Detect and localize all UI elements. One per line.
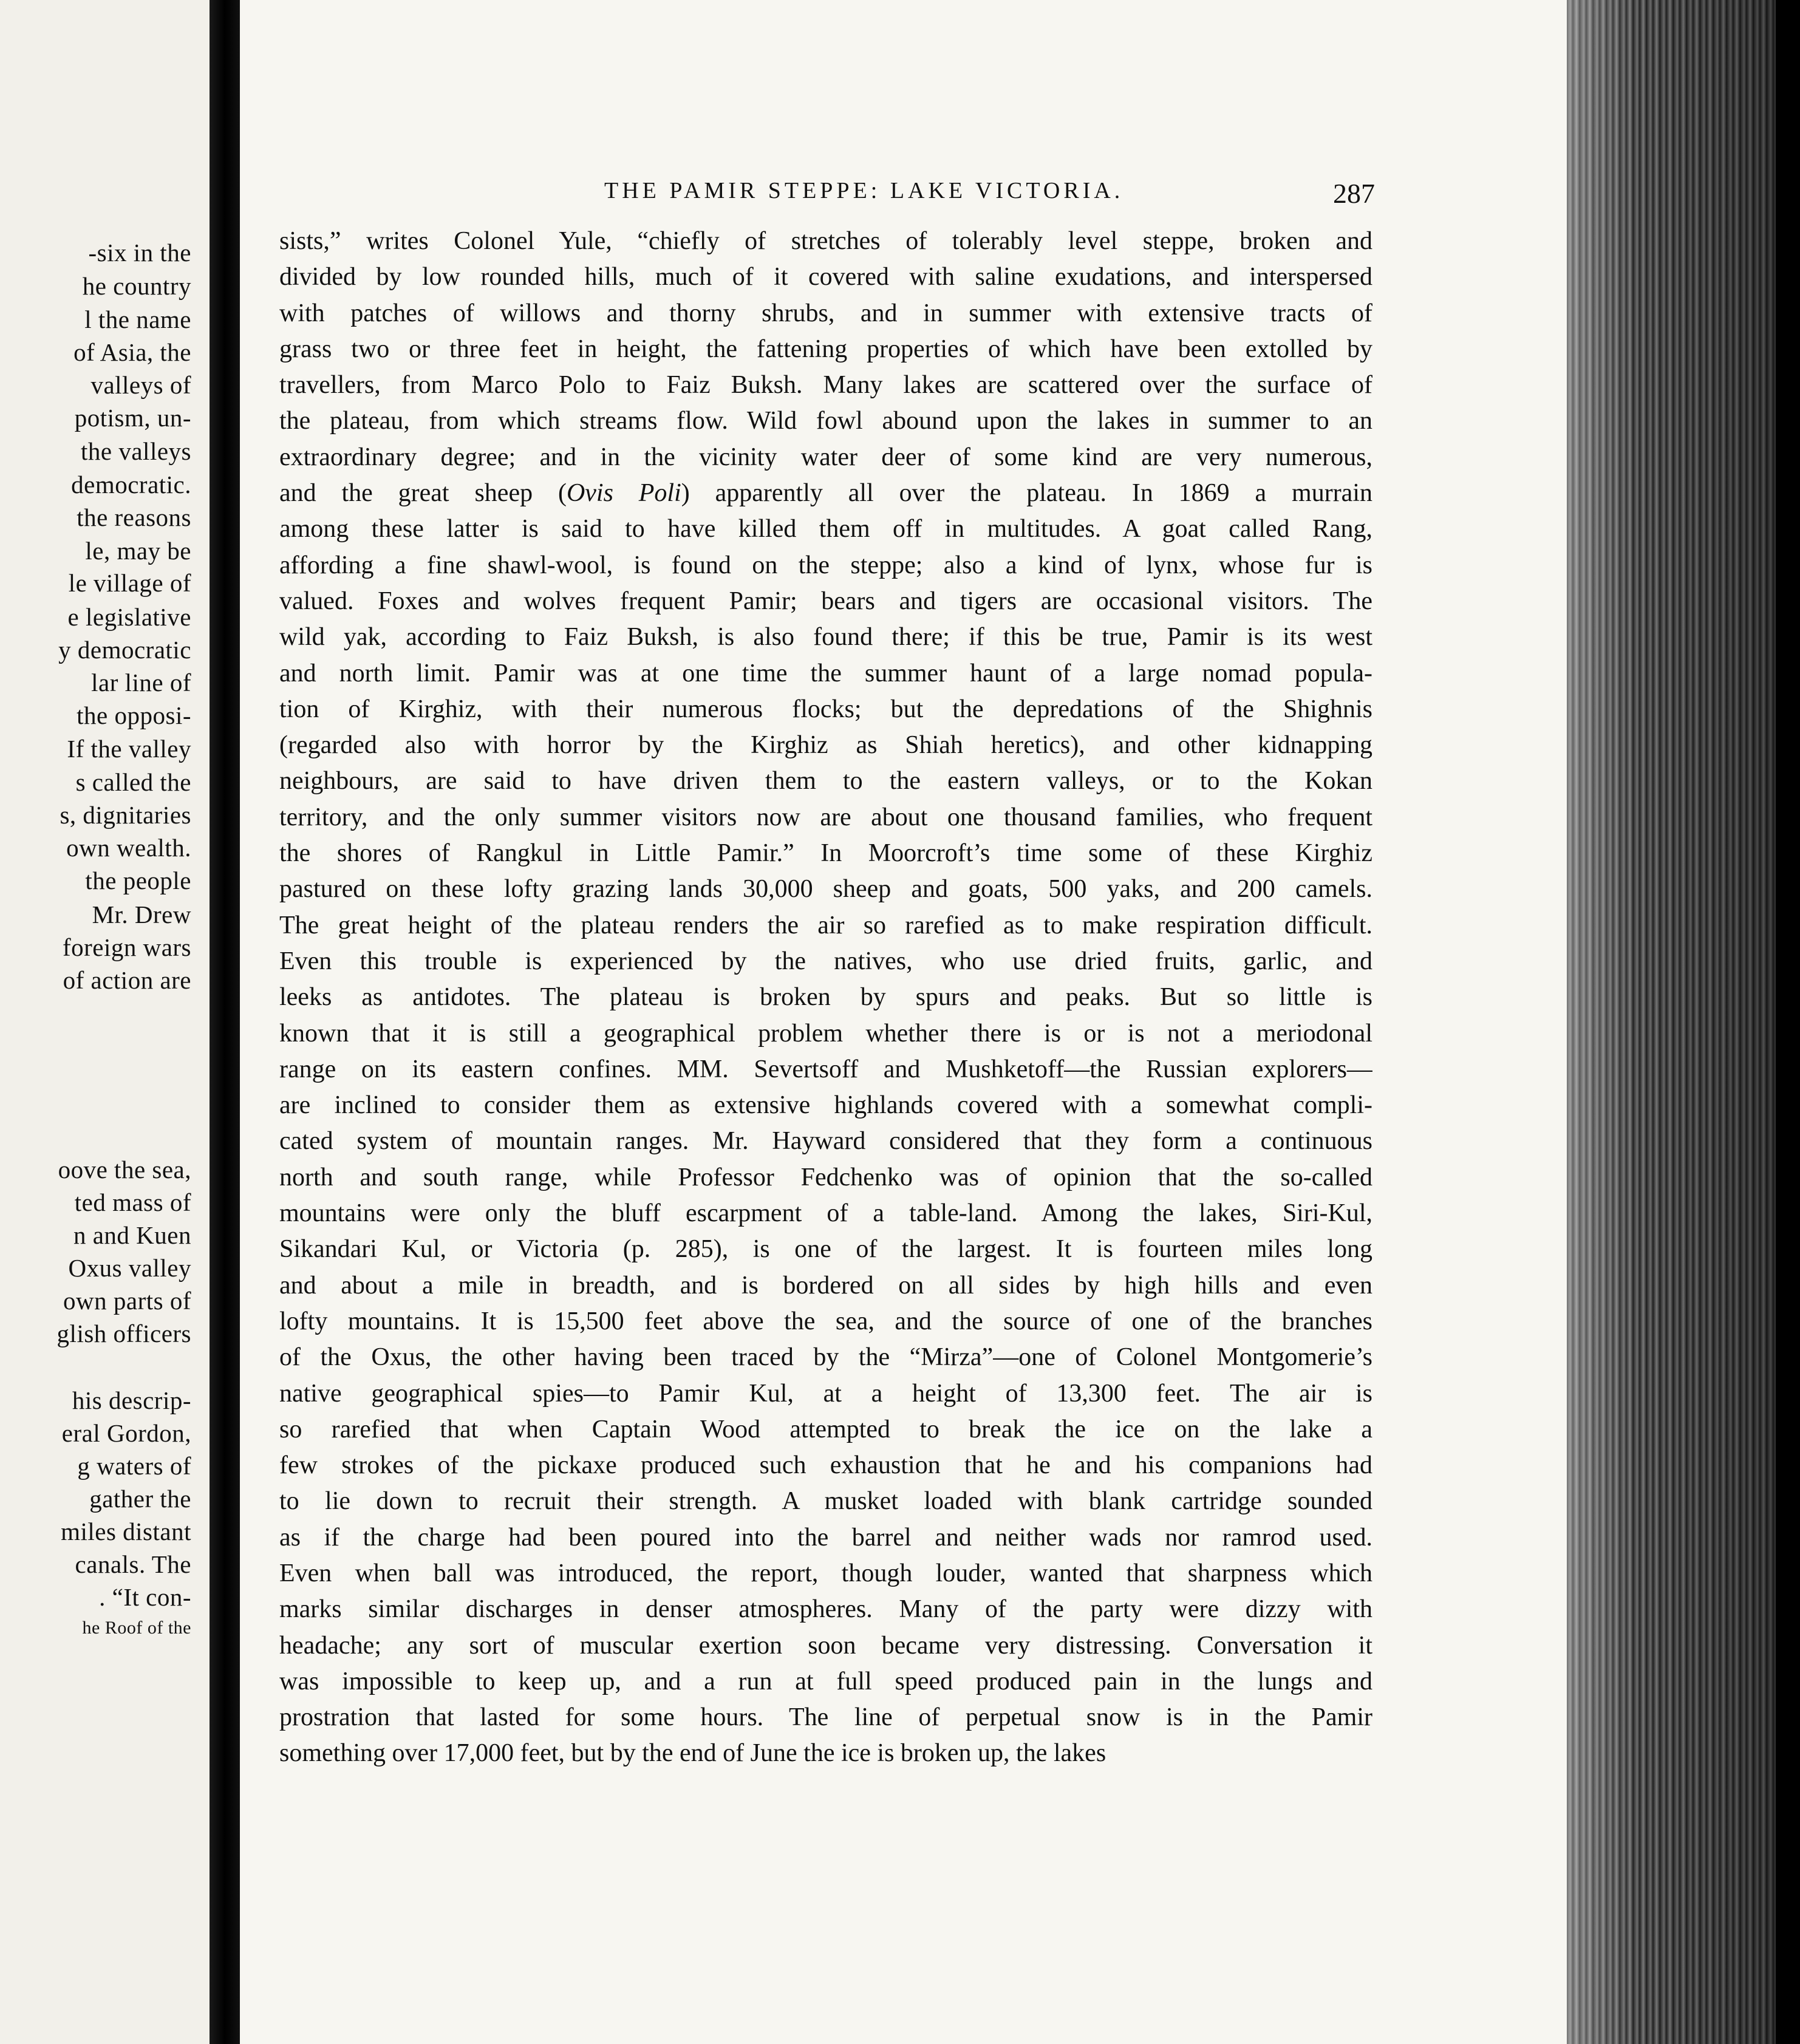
body-line: to lie down to recruit their strength. A musket loaded with blank cartridge sounded	[279, 1487, 1372, 1516]
left-page-line: s called the	[75, 768, 191, 796]
body-line: few strokes of the pickaxe produced such exhaustion that he and his companions had	[279, 1451, 1372, 1480]
left-page-line: he Roof of the	[82, 1618, 191, 1638]
left-page-line: If the valley	[67, 735, 191, 763]
left-page-line: miles distant	[61, 1518, 191, 1545]
body-line: of the Oxus, the other having been traced by the “Mirza”—one of Colonel Montgomerie’s	[279, 1343, 1372, 1372]
body-text	[279, 223, 1372, 1772]
left-page-line: le, may be	[85, 537, 191, 565]
body-line: lofty mountains. It is 15,500 feet above the sea, and the source of one of the branches	[279, 1307, 1372, 1335]
left-page-line: eral Gordon,	[61, 1419, 191, 1447]
page-edges-shadow	[1567, 0, 1800, 2044]
body-line: Even this trouble is experienced by the natives, who use dried fruits, garlic, and	[279, 947, 1372, 975]
left-page-line: he country	[82, 272, 191, 300]
page-number: 287	[1333, 178, 1375, 209]
body-line: pastured on these lofty grazing lands 30,000 sheep and goats, 500 yaks, and 200 camels.	[279, 875, 1372, 904]
body-line: with patches of willows and thorny shrubs, and in summer with extensive tracts of	[279, 299, 1372, 327]
body-line: (regarded also with horror by the Kirghiz as Shiah heretics), and other kidnapping	[279, 731, 1372, 760]
body-line: native geographical spies—to Pamir Kul, at a height of 13,300 feet. The air is	[279, 1379, 1372, 1408]
body-line: and the great sheep (Ovis Poli) apparently all over the plateau. In 1869 a murrain	[279, 479, 1372, 508]
left-page-line: foreign wars	[62, 933, 191, 961]
left-page-line: the reasons	[77, 503, 191, 531]
left-page-line: valleys of	[90, 371, 191, 399]
left-page-line: own wealth.	[66, 834, 191, 862]
body-line: leeks as antidotes. The plateau is broken by spurs and peaks. But so little is	[279, 983, 1372, 1012]
body-line: Sikandari Kul, or Victoria (p. 285), is one of the largest. It is fourteen miles long	[279, 1235, 1372, 1264]
body-line: valued. Foxes and wolves frequent Pamir; bears and tigers are occasional visitors. The	[279, 587, 1372, 615]
book-gutter	[210, 0, 240, 2044]
left-page-line: . “It con-	[99, 1583, 191, 1611]
left-page-line: Oxus valley	[68, 1254, 191, 1282]
body-line: among these latter is said to have killed them off in multitudes. A goat called Rang,	[279, 515, 1372, 543]
left-page-line: ted mass of	[74, 1188, 191, 1216]
body-line: range on its eastern confines. MM. Severtsoff and Mushketoff—the Russian explorers—	[279, 1055, 1372, 1083]
body-line: headache; any sort of muscular exertion soon became very distressing. Conversation it	[279, 1631, 1372, 1660]
left-page-line: e legislative	[67, 603, 191, 631]
left-page-line: l the name	[84, 305, 191, 333]
left-page-line: potism, un-	[74, 404, 191, 432]
left-page-line: le village of	[68, 569, 191, 597]
body-line: The great height of the plateau renders the air so rarefied as to make respiration difficult.	[279, 911, 1372, 939]
left-page-line: the people	[85, 867, 191, 894]
running-head: THE PAMIR STEPPE: LAKE VICTORIA.	[604, 178, 1124, 203]
left-page-line: the valleys	[81, 437, 191, 465]
left-page-line: g waters of	[77, 1452, 191, 1480]
left-page-line: -six in the	[88, 239, 191, 267]
body-line: known that it is still a geographical problem whether there is or is not a meriodonal	[279, 1019, 1372, 1048]
left-page-line: y democratic	[58, 636, 191, 664]
body-line: was impossible to keep up, and a run at full speed produced pain in the lungs and	[279, 1667, 1372, 1695]
body-line: marks similar discharges in denser atmospheres. Many of the party were dizzy with	[279, 1595, 1372, 1624]
body-line: and about a mile in breadth, and is bordered on all sides by high hills and even	[279, 1271, 1372, 1300]
body-line: north and south range, while Professor Fedchenko was of opinion that the so-called	[279, 1163, 1372, 1191]
left-page-line: of action are	[63, 966, 191, 994]
left-page-line: democratic.	[71, 471, 191, 499]
body-line: so rarefied that when Captain Wood attempted to break the ice on the lake a	[279, 1415, 1372, 1443]
left-page	[0, 0, 210, 2044]
body-line: the shores of Rangkul in Little Pamir.” In Moorcroft’s time some of these Kirghiz	[279, 839, 1372, 868]
left-page-line: his descrip-	[72, 1386, 191, 1414]
left-page-line: gather the	[89, 1485, 191, 1513]
body-line: travellers, from Marco Polo to Faiz Buksh. Many lakes are scattered over the surface of	[279, 371, 1372, 400]
species-name: Ovis Poli	[566, 479, 681, 508]
body-line: tion of Kirghiz, with their numerous flocks; but the depredations of the Shighnis	[279, 695, 1372, 723]
body-line: neighbours, are said to have driven them to the eastern valleys, or to the Kokan	[279, 767, 1372, 795]
body-line: as if the charge had been poured into the barrel and neither wads nor ramrod used.	[279, 1523, 1372, 1552]
body-line: something over 17,000 feet, but by the end of June the ice is broken up, the lakes	[279, 1739, 1106, 1768]
left-page-line: of Asia, the	[73, 338, 191, 366]
left-page-line: glish officers	[56, 1320, 191, 1347]
body-line: territory, and the only summer visitors now are about one thousand families, who frequent	[279, 803, 1372, 831]
body-line: extraordinary degree; and in the vicinity water deer of some kind are very numerous,	[279, 443, 1372, 471]
body-line: grass two or three feet in height, the fattening properties of which have been extolled by	[279, 335, 1372, 363]
body-line: the plateau, from which streams flow. Wild fowl abound upon the lakes in summer to an	[279, 407, 1372, 435]
body-line: prostration that lasted for some hours. The line of perpetual snow is in the Pamir	[279, 1703, 1372, 1732]
left-page-line: Mr. Drew	[92, 901, 191, 928]
left-page-line: n and Kuen	[73, 1221, 191, 1249]
page-edges	[1567, 0, 1800, 2044]
body-line: are inclined to consider them as extensive highlands covered with a somewhat compli-	[279, 1091, 1372, 1120]
body-line: divided by low rounded hills, much of it covered with saline exudations, and interspersed	[279, 263, 1372, 291]
left-page-line: oove the sea,	[58, 1156, 191, 1184]
body-line: cated system of mountain ranges. Mr. Hayward considered that they form a continuous	[279, 1127, 1372, 1156]
body-line: sists,” writes Colonel Yule, “chiefly of stretches of tolerably level steppe, broken and	[279, 227, 1372, 255]
left-page-line: lar line of	[91, 669, 191, 697]
right-border	[1776, 0, 1800, 2044]
body-line: Even when ball was introduced, the report, though louder, wanted that sharpness which	[279, 1559, 1372, 1587]
left-page-line: canals. The	[75, 1550, 191, 1578]
body-line: wild yak, according to Faiz Buksh, is also found there; if this be true, Pamir is its west	[279, 623, 1372, 652]
body-line: affording a fine shawl-wool, is found on the steppe; also a kind of lynx, whose fur is	[279, 551, 1372, 579]
body-line: mountains were only the bluff escarpment of a table-land. Among the lakes, Siri-Kul,	[279, 1199, 1372, 1228]
left-page-line: s, dignitaries	[60, 801, 191, 829]
left-page-line: own parts of	[63, 1287, 191, 1315]
left-page-line: the opposi-	[77, 701, 191, 729]
body-line: and north limit. Pamir was at one time the summer haunt of a large nomad popula-	[279, 659, 1372, 687]
